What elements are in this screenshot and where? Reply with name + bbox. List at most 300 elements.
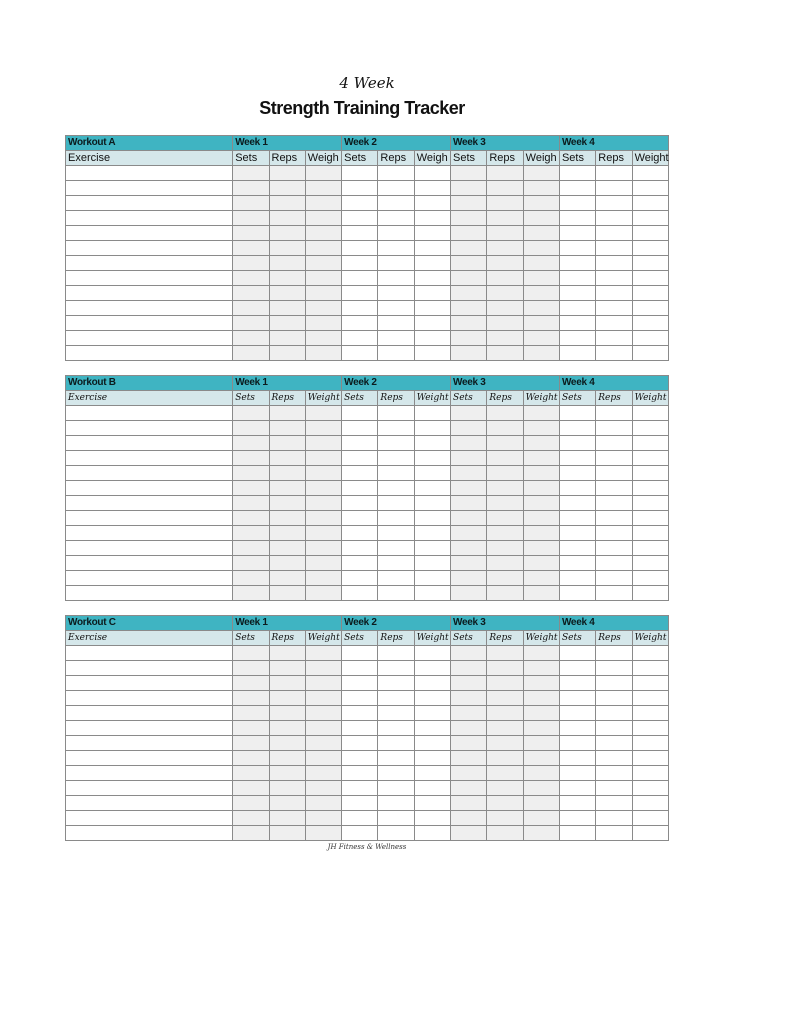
log-cell[interactable] xyxy=(269,271,305,286)
log-cell[interactable] xyxy=(414,226,450,241)
log-cell[interactable] xyxy=(523,541,559,556)
log-cell[interactable] xyxy=(596,766,632,781)
log-cell[interactable] xyxy=(378,436,414,451)
log-cell[interactable] xyxy=(596,556,632,571)
log-cell[interactable] xyxy=(451,436,487,451)
log-cell[interactable] xyxy=(269,256,305,271)
log-cell[interactable] xyxy=(233,676,269,691)
log-cell[interactable] xyxy=(487,796,523,811)
log-cell[interactable] xyxy=(378,676,414,691)
log-cell[interactable] xyxy=(559,571,595,586)
exercise-name-cell[interactable] xyxy=(66,196,233,211)
log-cell[interactable] xyxy=(378,316,414,331)
log-cell[interactable] xyxy=(305,811,341,826)
log-cell[interactable] xyxy=(414,796,450,811)
log-cell[interactable] xyxy=(559,256,595,271)
log-cell[interactable] xyxy=(269,826,305,841)
log-cell[interactable] xyxy=(487,286,523,301)
log-cell[interactable] xyxy=(378,826,414,841)
log-cell[interactable] xyxy=(632,181,668,196)
log-cell[interactable] xyxy=(269,781,305,796)
log-cell[interactable] xyxy=(451,256,487,271)
log-cell[interactable] xyxy=(632,346,668,361)
log-cell[interactable] xyxy=(414,421,450,436)
log-cell[interactable] xyxy=(451,586,487,601)
log-cell[interactable] xyxy=(487,436,523,451)
log-cell[interactable] xyxy=(523,436,559,451)
log-cell[interactable] xyxy=(487,526,523,541)
log-cell[interactable] xyxy=(414,571,450,586)
log-cell[interactable] xyxy=(451,661,487,676)
log-cell[interactable] xyxy=(378,166,414,181)
log-cell[interactable] xyxy=(378,211,414,226)
log-cell[interactable] xyxy=(523,331,559,346)
log-cell[interactable] xyxy=(596,451,632,466)
log-cell[interactable] xyxy=(596,721,632,736)
exercise-name-cell[interactable] xyxy=(66,736,233,751)
log-cell[interactable] xyxy=(269,766,305,781)
log-cell[interactable] xyxy=(632,211,668,226)
exercise-name-cell[interactable] xyxy=(66,166,233,181)
exercise-name-cell[interactable] xyxy=(66,676,233,691)
log-cell[interactable] xyxy=(632,406,668,421)
log-cell[interactable] xyxy=(414,721,450,736)
log-cell[interactable] xyxy=(233,196,269,211)
log-cell[interactable] xyxy=(342,181,378,196)
log-cell[interactable] xyxy=(596,181,632,196)
log-cell[interactable] xyxy=(305,421,341,436)
log-cell[interactable] xyxy=(632,421,668,436)
log-cell[interactable] xyxy=(451,181,487,196)
log-cell[interactable] xyxy=(414,481,450,496)
log-cell[interactable] xyxy=(632,811,668,826)
log-cell[interactable] xyxy=(269,691,305,706)
log-cell[interactable] xyxy=(269,811,305,826)
log-cell[interactable] xyxy=(342,571,378,586)
exercise-name-cell[interactable] xyxy=(66,466,233,481)
log-cell[interactable] xyxy=(451,571,487,586)
log-cell[interactable] xyxy=(487,556,523,571)
log-cell[interactable] xyxy=(523,511,559,526)
exercise-name-cell[interactable] xyxy=(66,541,233,556)
log-cell[interactable] xyxy=(233,346,269,361)
log-cell[interactable] xyxy=(451,511,487,526)
log-cell[interactable] xyxy=(559,316,595,331)
log-cell[interactable] xyxy=(414,526,450,541)
log-cell[interactable] xyxy=(414,556,450,571)
log-cell[interactable] xyxy=(269,466,305,481)
log-cell[interactable] xyxy=(596,826,632,841)
log-cell[interactable] xyxy=(487,766,523,781)
log-cell[interactable] xyxy=(596,406,632,421)
log-cell[interactable] xyxy=(378,646,414,661)
log-cell[interactable] xyxy=(378,586,414,601)
log-cell[interactable] xyxy=(632,466,668,481)
log-cell[interactable] xyxy=(305,301,341,316)
log-cell[interactable] xyxy=(596,646,632,661)
log-cell[interactable] xyxy=(378,226,414,241)
exercise-name-cell[interactable] xyxy=(66,811,233,826)
log-cell[interactable] xyxy=(559,646,595,661)
log-cell[interactable] xyxy=(414,451,450,466)
log-cell[interactable] xyxy=(233,211,269,226)
exercise-name-cell[interactable] xyxy=(66,721,233,736)
log-cell[interactable] xyxy=(523,286,559,301)
log-cell[interactable] xyxy=(559,736,595,751)
log-cell[interactable] xyxy=(269,316,305,331)
log-cell[interactable] xyxy=(233,706,269,721)
log-cell[interactable] xyxy=(559,421,595,436)
log-cell[interactable] xyxy=(523,571,559,586)
exercise-name-cell[interactable] xyxy=(66,706,233,721)
log-cell[interactable] xyxy=(632,676,668,691)
log-cell[interactable] xyxy=(451,766,487,781)
log-cell[interactable] xyxy=(305,691,341,706)
log-cell[interactable] xyxy=(559,706,595,721)
log-cell[interactable] xyxy=(414,271,450,286)
log-cell[interactable] xyxy=(414,541,450,556)
log-cell[interactable] xyxy=(233,181,269,196)
log-cell[interactable] xyxy=(378,241,414,256)
exercise-name-cell[interactable] xyxy=(66,211,233,226)
log-cell[interactable] xyxy=(342,766,378,781)
log-cell[interactable] xyxy=(342,526,378,541)
log-cell[interactable] xyxy=(342,331,378,346)
log-cell[interactable] xyxy=(487,751,523,766)
log-cell[interactable] xyxy=(596,346,632,361)
log-cell[interactable] xyxy=(487,691,523,706)
log-cell[interactable] xyxy=(451,526,487,541)
log-cell[interactable] xyxy=(233,661,269,676)
log-cell[interactable] xyxy=(632,556,668,571)
log-cell[interactable] xyxy=(523,211,559,226)
log-cell[interactable] xyxy=(596,211,632,226)
log-cell[interactable] xyxy=(233,466,269,481)
log-cell[interactable] xyxy=(487,826,523,841)
exercise-name-cell[interactable] xyxy=(66,406,233,421)
log-cell[interactable] xyxy=(451,706,487,721)
exercise-name-cell[interactable] xyxy=(66,451,233,466)
log-cell[interactable] xyxy=(596,811,632,826)
log-cell[interactable] xyxy=(487,466,523,481)
log-cell[interactable] xyxy=(233,331,269,346)
log-cell[interactable] xyxy=(632,721,668,736)
exercise-name-cell[interactable] xyxy=(66,751,233,766)
log-cell[interactable] xyxy=(233,646,269,661)
log-cell[interactable] xyxy=(269,421,305,436)
log-cell[interactable] xyxy=(233,256,269,271)
log-cell[interactable] xyxy=(378,736,414,751)
log-cell[interactable] xyxy=(487,811,523,826)
log-cell[interactable] xyxy=(451,496,487,511)
log-cell[interactable] xyxy=(596,676,632,691)
exercise-name-cell[interactable] xyxy=(66,826,233,841)
log-cell[interactable] xyxy=(305,256,341,271)
log-cell[interactable] xyxy=(487,406,523,421)
log-cell[interactable] xyxy=(451,301,487,316)
log-cell[interactable] xyxy=(233,526,269,541)
log-cell[interactable] xyxy=(378,691,414,706)
log-cell[interactable] xyxy=(269,166,305,181)
log-cell[interactable] xyxy=(342,271,378,286)
log-cell[interactable] xyxy=(414,646,450,661)
log-cell[interactable] xyxy=(559,781,595,796)
log-cell[interactable] xyxy=(451,781,487,796)
log-cell[interactable] xyxy=(632,736,668,751)
log-cell[interactable] xyxy=(305,511,341,526)
log-cell[interactable] xyxy=(233,421,269,436)
log-cell[interactable] xyxy=(378,421,414,436)
log-cell[interactable] xyxy=(596,241,632,256)
log-cell[interactable] xyxy=(487,166,523,181)
log-cell[interactable] xyxy=(342,556,378,571)
log-cell[interactable] xyxy=(305,346,341,361)
log-cell[interactable] xyxy=(632,751,668,766)
log-cell[interactable] xyxy=(632,286,668,301)
log-cell[interactable] xyxy=(559,811,595,826)
log-cell[interactable] xyxy=(414,166,450,181)
log-cell[interactable] xyxy=(487,511,523,526)
log-cell[interactable] xyxy=(305,826,341,841)
log-cell[interactable] xyxy=(596,511,632,526)
log-cell[interactable] xyxy=(378,346,414,361)
log-cell[interactable] xyxy=(414,676,450,691)
log-cell[interactable] xyxy=(596,196,632,211)
log-cell[interactable] xyxy=(596,271,632,286)
log-cell[interactable] xyxy=(523,421,559,436)
log-cell[interactable] xyxy=(378,556,414,571)
log-cell[interactable] xyxy=(342,421,378,436)
log-cell[interactable] xyxy=(233,556,269,571)
log-cell[interactable] xyxy=(523,346,559,361)
log-cell[interactable] xyxy=(596,436,632,451)
log-cell[interactable] xyxy=(269,436,305,451)
log-cell[interactable] xyxy=(632,256,668,271)
log-cell[interactable] xyxy=(451,421,487,436)
log-cell[interactable] xyxy=(305,646,341,661)
log-cell[interactable] xyxy=(523,271,559,286)
log-cell[interactable] xyxy=(414,751,450,766)
log-cell[interactable] xyxy=(378,406,414,421)
log-cell[interactable] xyxy=(342,811,378,826)
log-cell[interactable] xyxy=(378,511,414,526)
log-cell[interactable] xyxy=(342,166,378,181)
log-cell[interactable] xyxy=(269,571,305,586)
log-cell[interactable] xyxy=(523,646,559,661)
log-cell[interactable] xyxy=(523,811,559,826)
log-cell[interactable] xyxy=(559,796,595,811)
log-cell[interactable] xyxy=(487,736,523,751)
log-cell[interactable] xyxy=(632,241,668,256)
exercise-name-cell[interactable] xyxy=(66,526,233,541)
exercise-name-cell[interactable] xyxy=(66,286,233,301)
log-cell[interactable] xyxy=(414,256,450,271)
log-cell[interactable] xyxy=(269,331,305,346)
log-cell[interactable] xyxy=(342,346,378,361)
log-cell[interactable] xyxy=(269,481,305,496)
exercise-name-cell[interactable] xyxy=(66,436,233,451)
log-cell[interactable] xyxy=(596,466,632,481)
log-cell[interactable] xyxy=(305,316,341,331)
log-cell[interactable] xyxy=(596,796,632,811)
log-cell[interactable] xyxy=(559,331,595,346)
log-cell[interactable] xyxy=(523,301,559,316)
log-cell[interactable] xyxy=(487,661,523,676)
log-cell[interactable] xyxy=(596,661,632,676)
log-cell[interactable] xyxy=(414,316,450,331)
log-cell[interactable] xyxy=(451,331,487,346)
log-cell[interactable] xyxy=(632,526,668,541)
log-cell[interactable] xyxy=(596,301,632,316)
exercise-name-cell[interactable] xyxy=(66,496,233,511)
log-cell[interactable] xyxy=(378,526,414,541)
log-cell[interactable] xyxy=(414,181,450,196)
log-cell[interactable] xyxy=(523,766,559,781)
log-cell[interactable] xyxy=(559,511,595,526)
exercise-name-cell[interactable] xyxy=(66,271,233,286)
log-cell[interactable] xyxy=(305,766,341,781)
log-cell[interactable] xyxy=(305,586,341,601)
log-cell[interactable] xyxy=(451,271,487,286)
log-cell[interactable] xyxy=(378,766,414,781)
log-cell[interactable] xyxy=(487,586,523,601)
log-cell[interactable] xyxy=(523,166,559,181)
log-cell[interactable] xyxy=(523,226,559,241)
log-cell[interactable] xyxy=(559,301,595,316)
log-cell[interactable] xyxy=(378,481,414,496)
log-cell[interactable] xyxy=(233,796,269,811)
log-cell[interactable] xyxy=(233,271,269,286)
log-cell[interactable] xyxy=(559,241,595,256)
log-cell[interactable] xyxy=(342,586,378,601)
log-cell[interactable] xyxy=(233,586,269,601)
log-cell[interactable] xyxy=(269,451,305,466)
log-cell[interactable] xyxy=(305,241,341,256)
log-cell[interactable] xyxy=(487,226,523,241)
log-cell[interactable] xyxy=(451,541,487,556)
log-cell[interactable] xyxy=(414,241,450,256)
log-cell[interactable] xyxy=(451,166,487,181)
log-cell[interactable] xyxy=(596,316,632,331)
log-cell[interactable] xyxy=(305,526,341,541)
log-cell[interactable] xyxy=(596,286,632,301)
log-cell[interactable] xyxy=(632,826,668,841)
log-cell[interactable] xyxy=(523,466,559,481)
exercise-name-cell[interactable] xyxy=(66,646,233,661)
log-cell[interactable] xyxy=(414,346,450,361)
log-cell[interactable] xyxy=(487,646,523,661)
log-cell[interactable] xyxy=(559,766,595,781)
log-cell[interactable] xyxy=(559,181,595,196)
log-cell[interactable] xyxy=(414,406,450,421)
log-cell[interactable] xyxy=(451,826,487,841)
exercise-name-cell[interactable] xyxy=(66,586,233,601)
log-cell[interactable] xyxy=(559,451,595,466)
log-cell[interactable] xyxy=(233,166,269,181)
log-cell[interactable] xyxy=(559,556,595,571)
log-cell[interactable] xyxy=(451,346,487,361)
log-cell[interactable] xyxy=(233,406,269,421)
log-cell[interactable] xyxy=(305,451,341,466)
log-cell[interactable] xyxy=(596,166,632,181)
log-cell[interactable] xyxy=(451,796,487,811)
log-cell[interactable] xyxy=(451,481,487,496)
exercise-name-cell[interactable] xyxy=(66,241,233,256)
log-cell[interactable] xyxy=(342,241,378,256)
log-cell[interactable] xyxy=(559,541,595,556)
log-cell[interactable] xyxy=(233,811,269,826)
log-cell[interactable] xyxy=(233,496,269,511)
exercise-name-cell[interactable] xyxy=(66,316,233,331)
log-cell[interactable] xyxy=(305,271,341,286)
log-cell[interactable] xyxy=(487,181,523,196)
log-cell[interactable] xyxy=(305,661,341,676)
log-cell[interactable] xyxy=(523,661,559,676)
log-cell[interactable] xyxy=(378,196,414,211)
log-cell[interactable] xyxy=(596,751,632,766)
log-cell[interactable] xyxy=(596,781,632,796)
log-cell[interactable] xyxy=(523,256,559,271)
log-cell[interactable] xyxy=(523,556,559,571)
log-cell[interactable] xyxy=(342,226,378,241)
log-cell[interactable] xyxy=(596,541,632,556)
log-cell[interactable] xyxy=(632,796,668,811)
log-cell[interactable] xyxy=(523,181,559,196)
log-cell[interactable] xyxy=(487,571,523,586)
log-cell[interactable] xyxy=(559,286,595,301)
log-cell[interactable] xyxy=(596,226,632,241)
log-cell[interactable] xyxy=(378,721,414,736)
log-cell[interactable] xyxy=(378,301,414,316)
log-cell[interactable] xyxy=(378,496,414,511)
log-cell[interactable] xyxy=(269,301,305,316)
log-cell[interactable] xyxy=(523,691,559,706)
log-cell[interactable] xyxy=(632,571,668,586)
log-cell[interactable] xyxy=(523,721,559,736)
log-cell[interactable] xyxy=(269,196,305,211)
log-cell[interactable] xyxy=(305,721,341,736)
log-cell[interactable] xyxy=(342,481,378,496)
log-cell[interactable] xyxy=(632,451,668,466)
log-cell[interactable] xyxy=(523,736,559,751)
log-cell[interactable] xyxy=(451,751,487,766)
exercise-name-cell[interactable] xyxy=(66,766,233,781)
log-cell[interactable] xyxy=(305,751,341,766)
exercise-name-cell[interactable] xyxy=(66,346,233,361)
log-cell[interactable] xyxy=(378,751,414,766)
log-cell[interactable] xyxy=(487,676,523,691)
log-cell[interactable] xyxy=(632,226,668,241)
log-cell[interactable] xyxy=(487,421,523,436)
log-cell[interactable] xyxy=(523,241,559,256)
log-cell[interactable] xyxy=(233,751,269,766)
log-cell[interactable] xyxy=(305,436,341,451)
log-cell[interactable] xyxy=(523,316,559,331)
exercise-name-cell[interactable] xyxy=(66,226,233,241)
log-cell[interactable] xyxy=(269,706,305,721)
log-cell[interactable] xyxy=(233,826,269,841)
log-cell[interactable] xyxy=(269,496,305,511)
log-cell[interactable] xyxy=(378,661,414,676)
log-cell[interactable] xyxy=(559,406,595,421)
log-cell[interactable] xyxy=(233,571,269,586)
log-cell[interactable] xyxy=(305,226,341,241)
log-cell[interactable] xyxy=(523,451,559,466)
log-cell[interactable] xyxy=(632,166,668,181)
log-cell[interactable] xyxy=(269,556,305,571)
log-cell[interactable] xyxy=(487,196,523,211)
log-cell[interactable] xyxy=(414,811,450,826)
